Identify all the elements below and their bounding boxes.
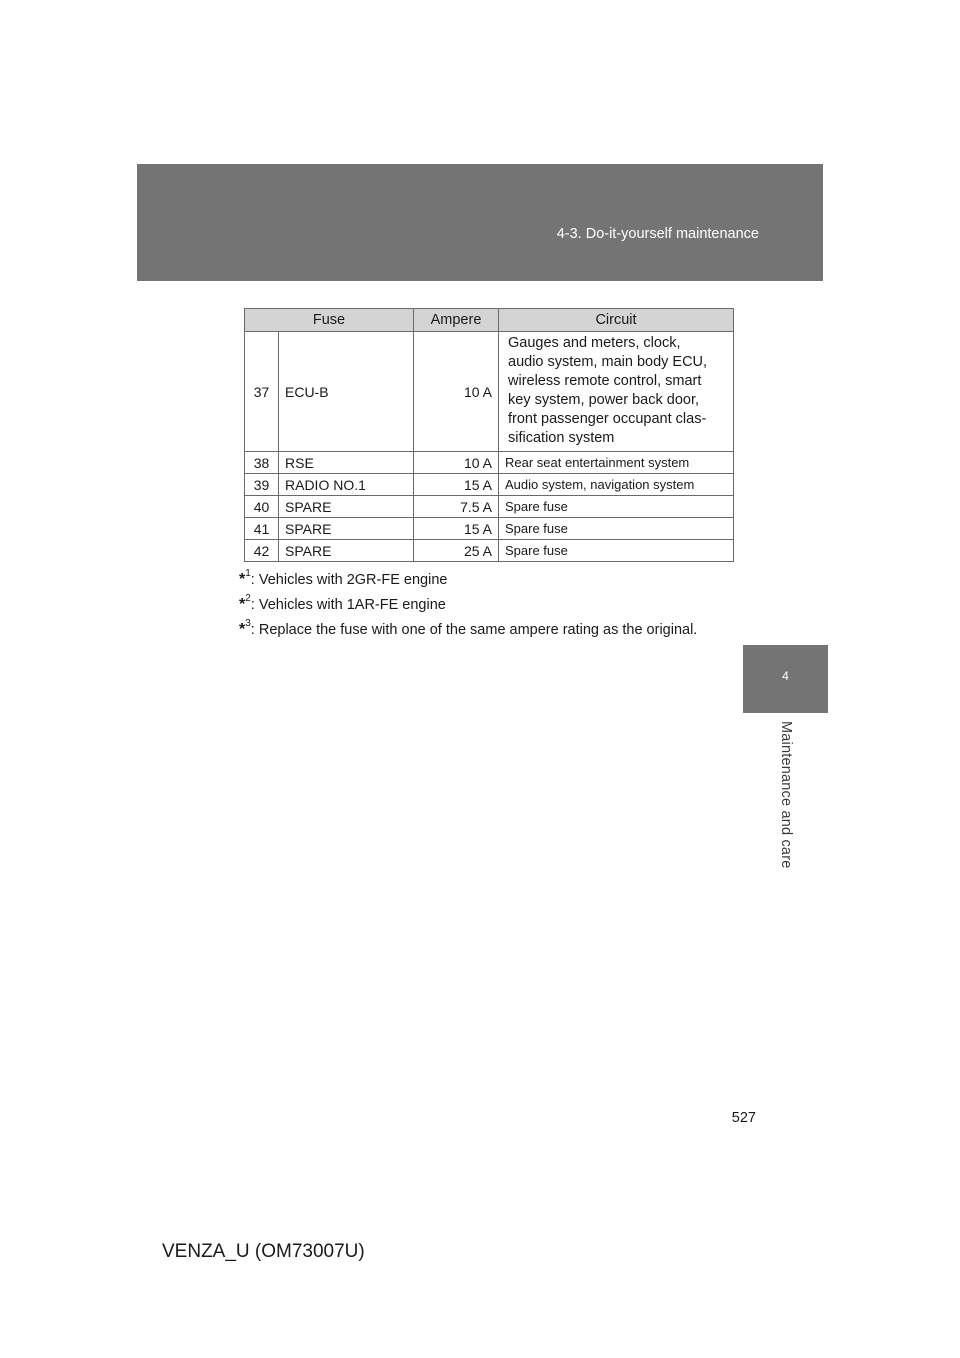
table-row <box>245 496 734 518</box>
fuse-name: SPARE <box>279 518 414 540</box>
footnote <box>239 613 697 638</box>
footnote <box>239 588 697 613</box>
fuse-circuit: Spare fuse <box>499 540 734 562</box>
table-row <box>245 452 734 474</box>
fuse-circuit: Spare fuse <box>499 518 734 540</box>
circuit-line: key system, power back door, <box>508 392 699 408</box>
fuse-circuit: Audio system, navigation system <box>499 474 734 496</box>
fuse-name: SPARE <box>279 496 414 518</box>
fuse-number: 41 <box>245 518 279 540</box>
footnote-asterisk: * <box>239 595 246 613</box>
section-title: 4-3. Do-it-yourself maintenance <box>556 226 759 242</box>
footnote-number: 2 <box>245 593 251 604</box>
fuse-circuit: Rear seat entertainment system <box>499 452 734 474</box>
footnote-text: : Vehicles with 1AR-FE engine <box>250 596 446 613</box>
circuit-line: front passenger occupant clas- <box>508 411 707 427</box>
fuse-ampere: 7.5 A <box>414 496 499 518</box>
footnote <box>239 563 697 588</box>
fuse-ampere: 15 A <box>414 518 499 540</box>
fuse-ampere: 10 A <box>414 452 499 474</box>
circuit-line: Gauges and meters, clock, <box>508 335 681 351</box>
fuse-name: RADIO NO.1 <box>279 474 414 496</box>
fuse-name: RSE <box>279 452 414 474</box>
fuse-ampere: 25 A <box>414 540 499 562</box>
fuse-ampere: 15 A <box>414 474 499 496</box>
page-number: 527 <box>731 1110 756 1126</box>
header-circuit: Circuit <box>499 309 734 332</box>
footnote-number: 3 <box>245 618 251 629</box>
table-header-row <box>245 309 734 332</box>
table-row <box>245 540 734 562</box>
footnote-asterisk: * <box>239 570 246 588</box>
document-code: VENZA_U (OM73007U) <box>162 1241 365 1262</box>
header-fuse: Fuse <box>245 309 414 332</box>
fuse-name: ECU-B <box>279 332 414 452</box>
footnote-text: : Replace the fuse with one of the same ampere rating as the original. <box>250 621 698 638</box>
fuse-number: 37 <box>245 332 279 452</box>
fuse-ampere: 10 A <box>414 332 499 452</box>
fuse-number: 38 <box>245 452 279 474</box>
fuse-number: 39 <box>245 474 279 496</box>
fuse-circuit: Spare fuse <box>499 496 734 518</box>
footnote-number: 1 <box>245 568 251 579</box>
header-ampere: Ampere <box>414 309 499 332</box>
circuit-line: audio system, main body ECU, <box>508 354 708 370</box>
fuse-circuit <box>499 332 734 452</box>
chapter-tab <box>743 645 828 713</box>
table-row <box>245 518 734 540</box>
footnote-text: : Vehicles with 2GR-FE engine <box>250 571 448 588</box>
circuit-line: sification system <box>508 430 615 446</box>
chapter-number: 4 <box>782 669 789 683</box>
fuse-number: 42 <box>245 540 279 562</box>
footnotes <box>239 563 697 638</box>
fuse-number: 40 <box>245 496 279 518</box>
table-row <box>245 332 734 452</box>
fuse-table <box>244 308 734 562</box>
table-row <box>245 474 734 496</box>
header-bar <box>137 164 823 281</box>
circuit-line: wireless remote control, smart <box>508 373 702 389</box>
fuse-name: SPARE <box>279 540 414 562</box>
footnote-asterisk: * <box>239 620 246 638</box>
chapter-label: Maintenance and care <box>778 721 794 869</box>
